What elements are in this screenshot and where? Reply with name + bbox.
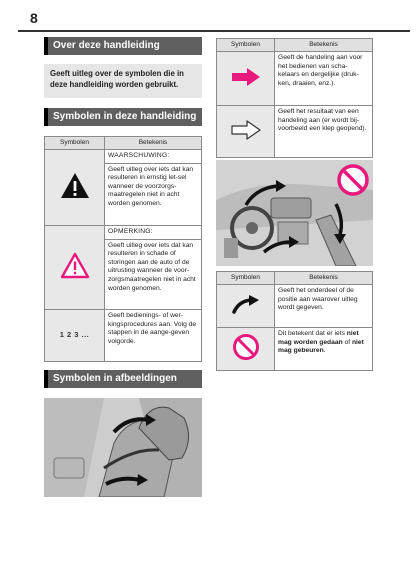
prohibition-text-bold-1: niet mag worden gedaan	[278, 330, 359, 346]
warning-label: WAARSCHUWING:	[108, 152, 170, 159]
illustrations-section-title: Symbolen in afbeeldingen	[44, 370, 202, 388]
steps-icon: 1 2 3 ...	[59, 329, 90, 339]
icon-cell	[217, 52, 275, 106]
operation-text: Geeft de handeling aan voor het bedienen van scha-kelaars en dergelijke (druk-ken, draaien, enz.).	[278, 54, 363, 87]
caution-description	[105, 226, 202, 310]
steps-text: Geeft bedienings- of wer-kingsprocedures aan. Volg de stappen in de aange-geven volgorde.	[108, 312, 197, 345]
divider	[105, 163, 201, 164]
symbols-table	[44, 136, 202, 362]
icon-cell	[217, 328, 275, 371]
illustration-symbols-table	[216, 38, 373, 158]
prohibition-text-mid: of	[342, 338, 352, 346]
position-text: Geeft het onderdeel of de positie aan waarover uitleg wordt gegeven.	[278, 287, 358, 312]
console-illustration	[44, 398, 202, 497]
caution-label: OPMERKING:	[108, 228, 153, 235]
operation-description	[275, 52, 373, 106]
page-number: 8	[30, 10, 38, 26]
col-header-symbol: Symbolen	[217, 272, 275, 285]
position-description	[275, 285, 373, 328]
col-header-symbol: Symbolen	[217, 39, 275, 52]
result-description	[275, 106, 373, 158]
prohibition-text-pre: Dit betekent dat er iets	[278, 330, 347, 337]
warning-description	[105, 150, 202, 226]
section-title: Over deze handleiding	[44, 37, 202, 55]
intro-text: Geeft uitleg over de symbolen die in deze handleiding worden gebruikt.	[44, 64, 202, 98]
result-text: Geeft het resultaat van een handeling aan (er wordt bij-voorbeeld een klep geopend).	[278, 108, 367, 133]
divider	[105, 239, 201, 240]
caution-text: Geeft uitleg over iets dat kan resulteren in schade of storingen aan de auto of de uitrusting wanneer de voor-zorgsmaatregelen niet in acht worden genomen.	[108, 241, 196, 292]
prohibition-description	[275, 328, 373, 371]
caution-triangle-icon	[60, 252, 90, 279]
col-header-meaning: Betekenis	[275, 39, 373, 52]
outline-arrow-icon	[231, 120, 261, 140]
top-rule	[18, 30, 410, 32]
icon-cell	[45, 226, 105, 310]
icon-cell	[217, 285, 275, 328]
dashboard-illustration	[216, 160, 373, 266]
console-drawing	[44, 398, 202, 497]
col-header-symbol: Symbolen	[45, 137, 105, 150]
prohibition-icon	[232, 333, 260, 361]
icon-cell	[45, 310, 105, 362]
col-header-meaning: Betekenis	[105, 137, 202, 150]
warning-text: Geeft uitleg over iets dat kan resulteren in ernstig let-sel wanneer de voorzorgs-maatregelen niet in acht worden genomen.	[108, 165, 194, 207]
icon-cell	[45, 150, 105, 226]
col-header-meaning: Betekenis	[275, 272, 373, 285]
icon-cell	[217, 106, 275, 158]
prohibition-text-post: .	[323, 347, 326, 355]
pink-arrow-icon	[231, 67, 261, 87]
steps-description	[105, 310, 202, 362]
symbols-section-title: Symbolen in deze handleiding	[44, 108, 202, 126]
illustration-symbols-table-2	[216, 271, 373, 371]
curved-arrow-icon	[231, 293, 261, 315]
dashboard-drawing	[216, 160, 373, 266]
prohibition-text-bold-2: niet mag gebeuren	[278, 338, 364, 355]
warning-triangle-icon	[60, 172, 90, 199]
